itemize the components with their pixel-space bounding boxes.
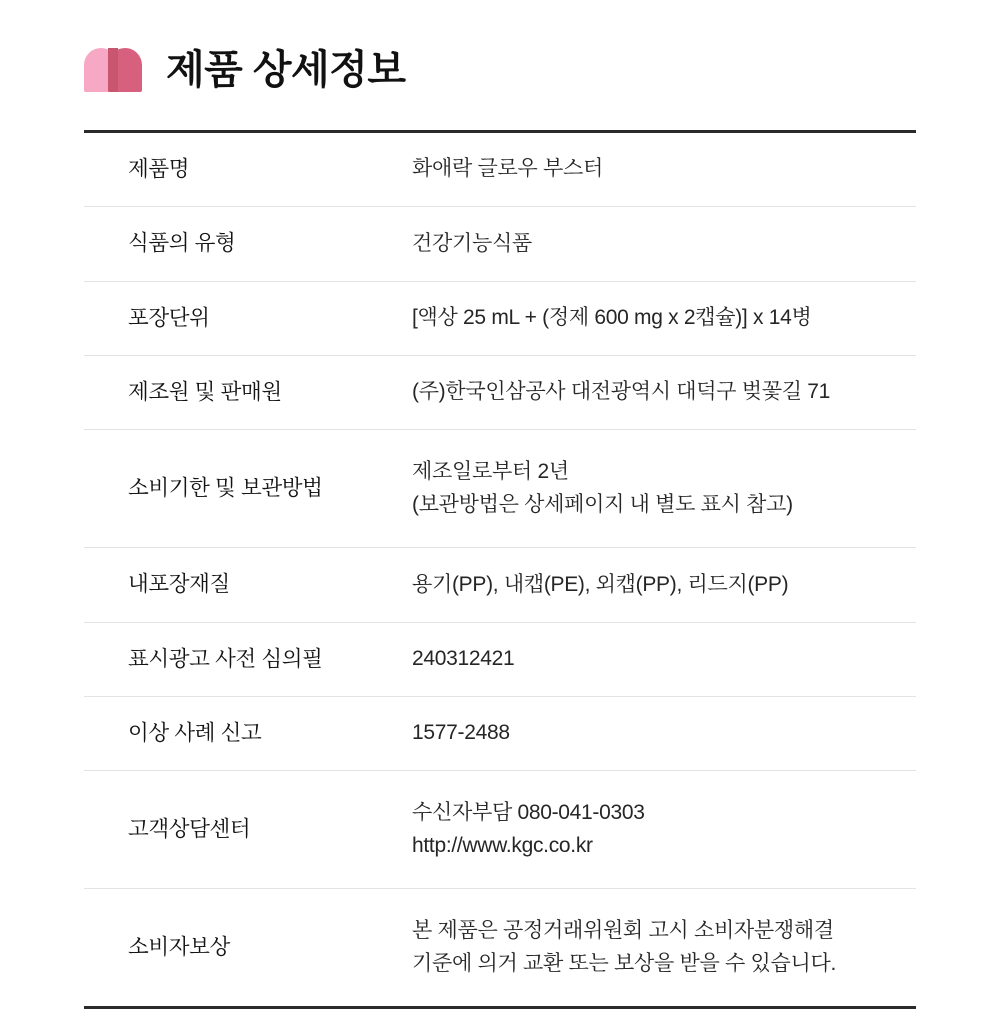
spec-value-line: (보관방법은 상세페이지 내 별도 표시 참고)	[412, 492, 793, 516]
spec-value-line: 용기(PP), 내캡(PE), 외캡(PP), 리드지(PP)	[412, 572, 789, 596]
customer-center-url[interactable]: http://www.kgc.co.kr	[412, 833, 593, 857]
spec-label: 식품의 유형	[128, 231, 236, 256]
spec-value-line: 제조일로부터 2년	[412, 460, 569, 484]
spec-value	[384, 771, 916, 889]
spec-value-line: 본 제품은 공정거래위원회 고시 소비자분쟁해결	[412, 919, 834, 943]
product-spec-table	[84, 130, 916, 1009]
spec-table-body	[84, 132, 916, 1008]
spec-value	[384, 622, 916, 696]
spec-label: 소비기한 및 보관방법	[128, 476, 323, 501]
spec-value	[384, 696, 916, 770]
page-title: 제품 상세정보	[166, 48, 406, 92]
spec-value-line: 240312421	[412, 647, 515, 671]
spec-value-line: 1577-2488	[412, 721, 510, 745]
table-row	[84, 355, 916, 429]
spec-value	[384, 889, 916, 1008]
spec-value	[384, 281, 916, 355]
spec-table-wrapper	[84, 130, 916, 1009]
spec-label: 소비자보상	[128, 935, 230, 960]
table-row	[84, 696, 916, 770]
spec-value	[384, 355, 916, 429]
flower-petal-logo-icon	[84, 48, 150, 92]
spec-value-line: [액상 25 mL + (정제 600 mg x 2캡슐)] x 14병	[412, 306, 812, 329]
spec-label: 고객상담센터	[128, 817, 251, 842]
table-row	[84, 771, 916, 889]
spec-label: 제조원 및 판매원	[128, 379, 282, 404]
table-row	[84, 207, 916, 281]
spec-value-line: 기준에 의거 교환 또는 보상을 받을 수 있습니다.	[412, 951, 837, 975]
spec-label: 이상 사례 신고	[128, 720, 262, 745]
spec-value	[384, 207, 916, 281]
spec-value-line: 화애락 글로우 부스터	[412, 157, 603, 181]
table-row	[84, 281, 916, 355]
logo-petal-overlap	[108, 48, 118, 92]
spec-value	[384, 132, 916, 207]
table-row	[84, 430, 916, 548]
spec-value-line: 건강기능식품	[412, 231, 532, 255]
spec-value	[384, 430, 916, 548]
spec-label: 제품명	[128, 157, 190, 181]
spec-label: 내포장재질	[128, 572, 230, 597]
page-header	[0, 0, 1000, 92]
table-row	[84, 132, 916, 207]
spec-value	[384, 548, 916, 622]
spec-label: 표시광고 사전 심의필	[128, 646, 323, 671]
table-row	[84, 889, 916, 1008]
spec-value-line: (주)한국인삼공사 대전광역시 대덕구 벚꽃길 71	[412, 380, 831, 404]
spec-label: 포장단위	[128, 305, 210, 330]
table-row	[84, 548, 916, 622]
spec-value-line: 수신자부담 080-041-0303	[412, 801, 645, 825]
table-row	[84, 622, 916, 696]
